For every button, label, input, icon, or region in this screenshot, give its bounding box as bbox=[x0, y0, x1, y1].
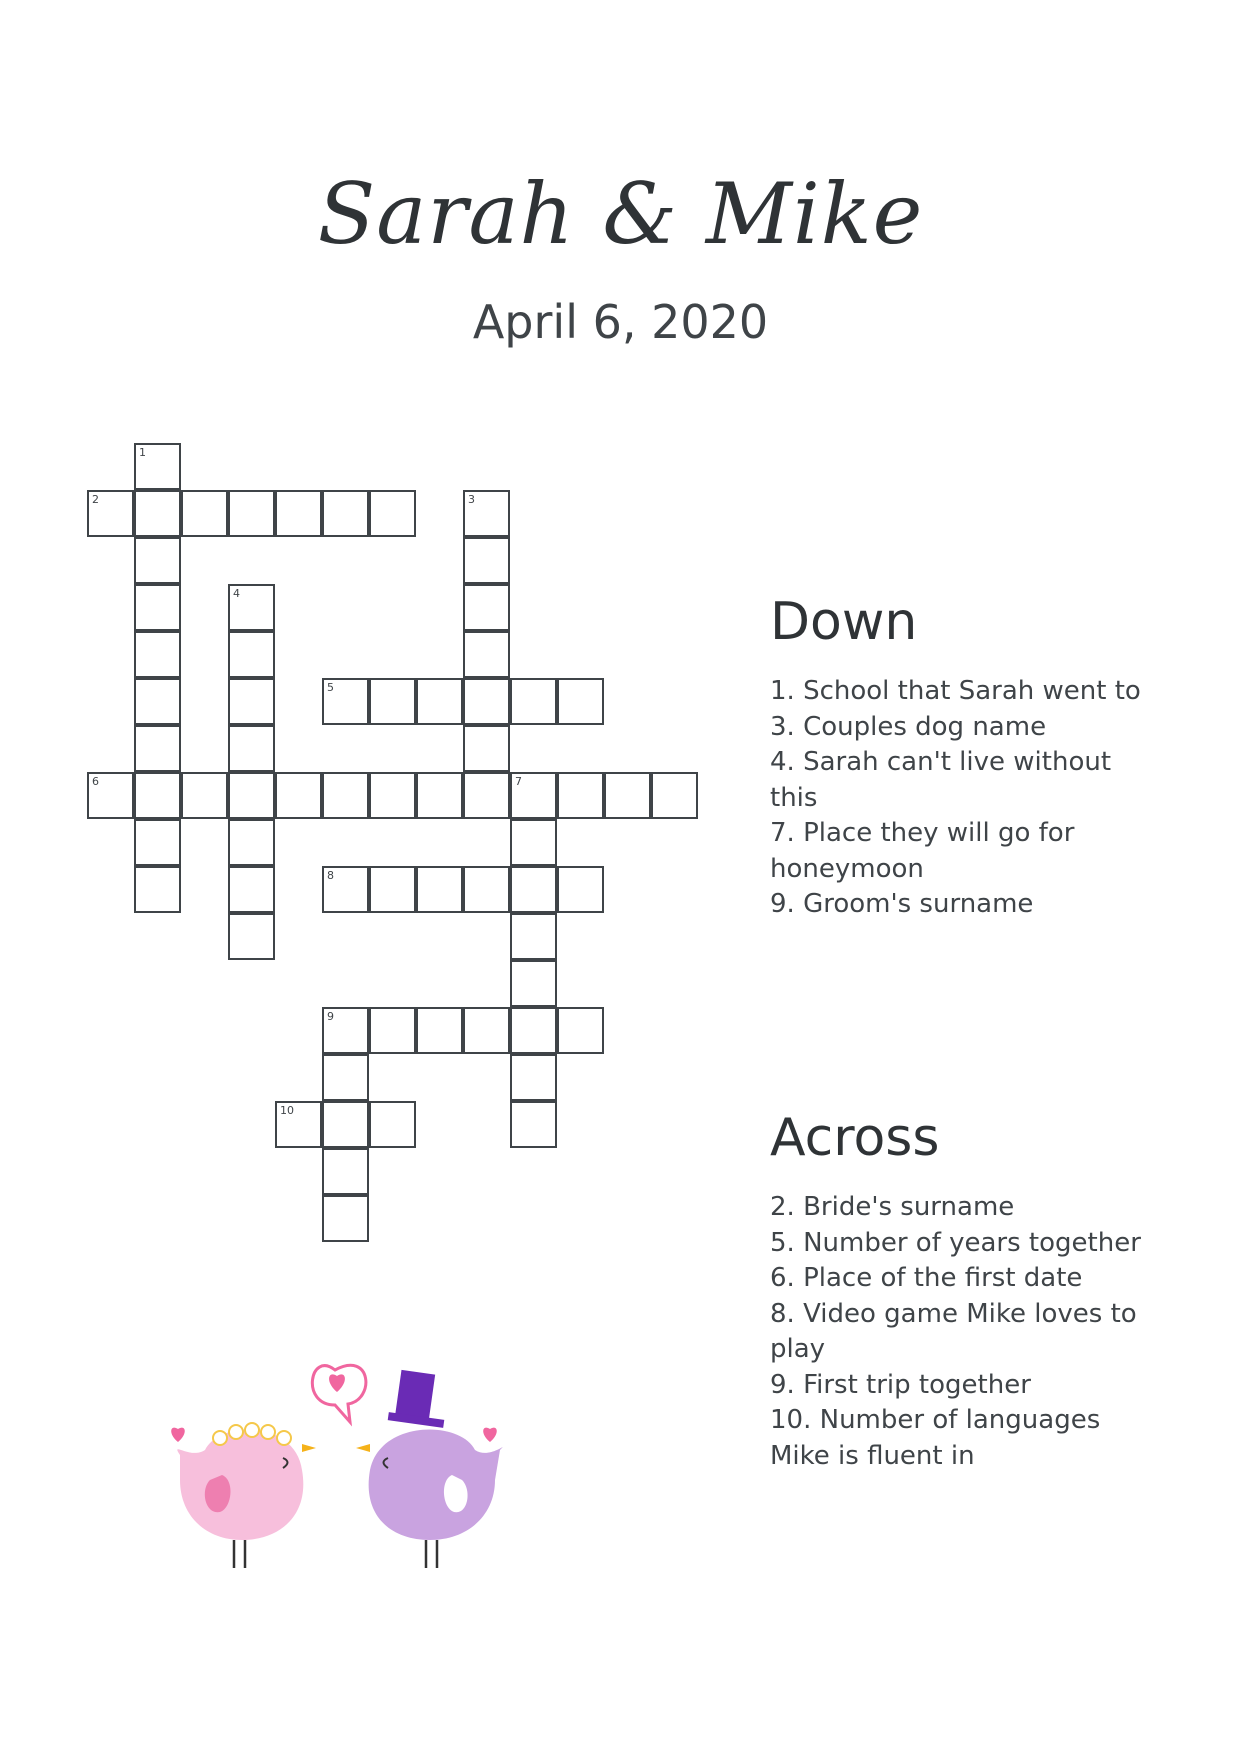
crossword-cell[interactable] bbox=[322, 1007, 369, 1054]
crossword-cell[interactable] bbox=[510, 866, 557, 913]
clue-number: 9 bbox=[327, 1010, 334, 1023]
crossword-cell[interactable] bbox=[181, 772, 228, 819]
crossword-cell[interactable] bbox=[322, 1148, 369, 1195]
crossword-cell[interactable] bbox=[322, 1101, 369, 1148]
down-clue: 9. Groom's surname bbox=[770, 889, 1034, 919]
crossword-cell[interactable] bbox=[181, 490, 228, 537]
clue-number: 8 bbox=[327, 869, 334, 882]
crossword-cell[interactable] bbox=[463, 584, 510, 631]
crossword-cell[interactable] bbox=[322, 678, 369, 725]
crossword-cell[interactable] bbox=[510, 678, 557, 725]
crossword-cell[interactable] bbox=[369, 1007, 416, 1054]
crossword-cell[interactable] bbox=[510, 1054, 557, 1101]
across-clue: 8. Video game Mike loves to play bbox=[770, 1298, 1137, 1364]
crossword-cell[interactable] bbox=[510, 819, 557, 866]
crossword-cell[interactable] bbox=[322, 1054, 369, 1101]
wedding-date: April 6, 2020 bbox=[472, 295, 769, 349]
crossword-cell[interactable] bbox=[416, 866, 463, 913]
crossword-cell[interactable] bbox=[416, 678, 463, 725]
crossword-cell[interactable] bbox=[322, 772, 369, 819]
crossword-cell[interactable] bbox=[228, 866, 275, 913]
down-heading: Down bbox=[770, 592, 918, 652]
crossword-cell[interactable] bbox=[369, 1101, 416, 1148]
across-clue: 10. Number of languages Mike is fluent in bbox=[770, 1405, 1101, 1471]
across-clue-list bbox=[770, 1190, 1170, 1474]
crossword-cell[interactable] bbox=[463, 725, 510, 772]
down-clue: 1. School that Sarah went to bbox=[770, 676, 1141, 706]
crossword-cell[interactable] bbox=[228, 772, 275, 819]
crossword-cell[interactable] bbox=[134, 490, 181, 537]
crossword-cell[interactable] bbox=[228, 678, 275, 725]
clue-number: 2 bbox=[92, 493, 99, 506]
clue-number: 7 bbox=[515, 775, 522, 788]
crossword-cell[interactable] bbox=[134, 584, 181, 631]
crossword-cell[interactable] bbox=[87, 490, 134, 537]
crossword-cell[interactable] bbox=[275, 1101, 322, 1148]
across-clue: 9. First trip together bbox=[770, 1369, 1031, 1400]
crossword-cell[interactable] bbox=[369, 490, 416, 537]
crossword-cell[interactable] bbox=[228, 913, 275, 960]
crossword-cell[interactable] bbox=[416, 1007, 463, 1054]
crossword-cell[interactable] bbox=[134, 537, 181, 584]
across-clue: 5. Number of years together bbox=[770, 1227, 1141, 1258]
crossword-cell[interactable] bbox=[134, 725, 181, 772]
crossword-cell[interactable] bbox=[463, 490, 510, 537]
crossword-cell[interactable] bbox=[416, 772, 463, 819]
crossword-cell[interactable] bbox=[369, 678, 416, 725]
crossword-cell[interactable] bbox=[463, 1007, 510, 1054]
crossword-cell[interactable] bbox=[322, 490, 369, 537]
crossword-cell[interactable] bbox=[557, 1007, 604, 1054]
crossword-cell[interactable] bbox=[463, 678, 510, 725]
crossword-cell[interactable] bbox=[651, 772, 698, 819]
down-clue: 7. Place they will go for honeymoon bbox=[770, 818, 1075, 884]
crossword-cell[interactable] bbox=[322, 866, 369, 913]
clue-number: 10 bbox=[280, 1104, 294, 1117]
clue-number: 5 bbox=[327, 681, 334, 694]
crossword-cell[interactable] bbox=[369, 772, 416, 819]
clue-number: 4 bbox=[233, 587, 240, 600]
crossword-cell[interactable] bbox=[228, 584, 275, 631]
crossword-cell[interactable] bbox=[510, 1101, 557, 1148]
crossword-cell[interactable] bbox=[134, 443, 181, 490]
down-clue: 4. Sarah can't live without this bbox=[770, 747, 1112, 813]
crossword-cell[interactable] bbox=[134, 678, 181, 725]
clue-number: 3 bbox=[468, 493, 475, 506]
across-clue: 2. Bride's surname bbox=[770, 1192, 1015, 1222]
love-birds-illustration bbox=[150, 1340, 530, 1600]
crossword-cell[interactable] bbox=[228, 725, 275, 772]
crossword-cell[interactable] bbox=[604, 772, 651, 819]
crossword-cell[interactable] bbox=[510, 772, 557, 819]
crossword-cell[interactable] bbox=[228, 631, 275, 678]
across-heading: Across bbox=[770, 1108, 940, 1168]
clue-number: 1 bbox=[139, 446, 146, 459]
love-birds-icon bbox=[150, 1340, 530, 1600]
couple-names-title: Sarah & Mike bbox=[317, 165, 924, 263]
crossword-cell[interactable] bbox=[510, 913, 557, 960]
crossword-cell[interactable] bbox=[322, 1195, 369, 1242]
down-clue-list bbox=[770, 674, 1170, 923]
crossword-cell[interactable] bbox=[134, 772, 181, 819]
crossword-cell[interactable] bbox=[134, 631, 181, 678]
crossword-cell[interactable] bbox=[134, 866, 181, 913]
crossword-cell[interactable] bbox=[275, 490, 322, 537]
crossword-cell[interactable] bbox=[463, 537, 510, 584]
crossword-cell[interactable] bbox=[557, 772, 604, 819]
crossword-cell[interactable] bbox=[510, 960, 557, 1007]
across-clue: 6. Place of the first date bbox=[770, 1263, 1083, 1293]
crossword-cell[interactable] bbox=[557, 678, 604, 725]
crossword-cell[interactable] bbox=[228, 819, 275, 866]
down-clue: 3. Couples dog name bbox=[770, 711, 1047, 742]
crossword-cell[interactable] bbox=[275, 772, 322, 819]
crossword-cell[interactable] bbox=[463, 866, 510, 913]
crossword-cell[interactable] bbox=[369, 866, 416, 913]
crossword-cell[interactable] bbox=[134, 819, 181, 866]
clue-number: 6 bbox=[92, 775, 99, 788]
crossword-cell[interactable] bbox=[510, 1007, 557, 1054]
crossword-cell[interactable] bbox=[228, 490, 275, 537]
down-clues-section bbox=[770, 592, 1170, 923]
across-clues-section bbox=[770, 1108, 1170, 1474]
crossword-cell[interactable] bbox=[463, 631, 510, 678]
crossword-cell[interactable] bbox=[557, 866, 604, 913]
crossword-cell[interactable] bbox=[463, 772, 510, 819]
crossword-cell[interactable] bbox=[87, 772, 134, 819]
